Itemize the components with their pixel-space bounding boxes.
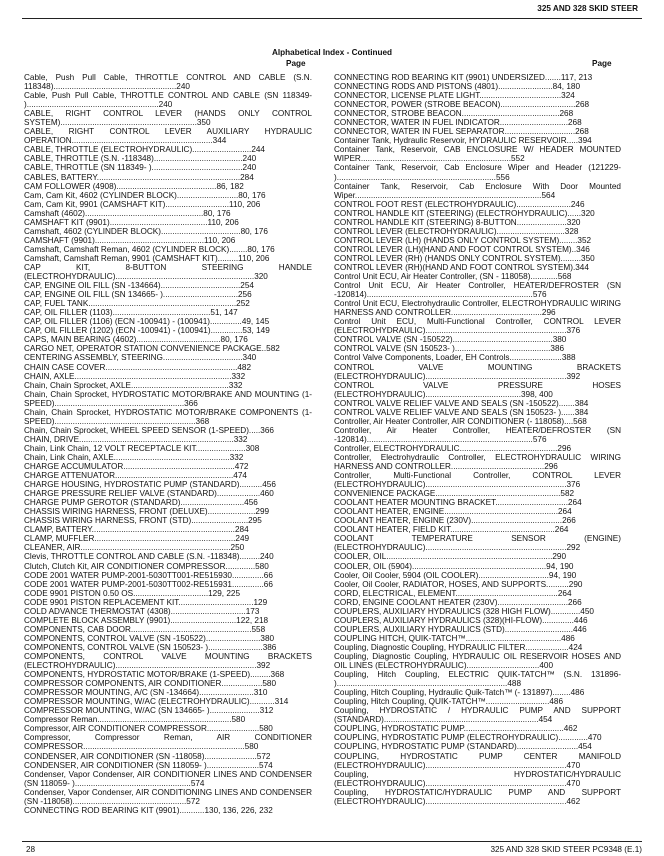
index-entry: COOLANT HEATER, ENGINE (230V)........................................266 [334, 516, 576, 526]
index-entry: COUPLING, HYDROSTATIC PUMP (ELECTROHYDRAULIC).............470 [334, 733, 602, 743]
index-entry: CENTERING ASSEMBLY, STEERING...................................340 [24, 353, 257, 363]
index-entry: COUPLING HITCH, QUIK-TATCH™..........................................486 [334, 633, 575, 643]
index-entry: COMPRESSOR MOUNTING, A/C (SN -134664)........................310 [24, 688, 268, 698]
index-entry: CONTROL VALVE MOUNTING BRACKETS (ELECTROHYDRAULIC)..............................................................392 [334, 362, 621, 381]
index-entry: Coupling, HYDROSTATIC/HYDRAULIC PUMP AND SUPPORT (ELECTROHYDRAULIC)..............................................................462 [334, 787, 621, 806]
index-entry: CLEANER, AIR..................................................................250 [24, 543, 245, 553]
index-entry: Controller, Air Heater Controller, HEATER/DEFROSTER (SN -120814).........................................................................576 [334, 425, 621, 444]
index-entry: COLD ADVANCE THERMOSTAT (4308).................................173 [24, 606, 260, 616]
index-entry: CABLES, BATTERY...............................................................284 [24, 172, 254, 182]
index-entry: Coupling, HYDROSTATIC/HYDRAULIC (ELECTROHYDRAULIC)..............................................................470 [334, 769, 621, 788]
index-entry: Coupling, Hitch Coupling, Hydraulic Quik-Tatch™ (- 131897)........486 [334, 688, 585, 698]
index-entry: CODE 2001 WATER PUMP-2001-5030TT001-RE515930..............66 [24, 570, 273, 580]
index-entry: CAMSHAFT KIT (9901)...........................................110, 206 [24, 217, 239, 227]
index-entry: Clevis, THROTTLE CONTROL AND CABLE (S.N. -118348).........240 [24, 552, 274, 562]
index-entry: CONNECTOR, LICENSE PLATE LIGHT....................................324 [334, 91, 575, 101]
index-entry: Compressor, AIR CONDITIONER COMPRESSOR.......................580 [24, 724, 273, 734]
index-entry: COMPONENTS, CONTROL VALVE (SN -150522)........................380 [24, 633, 275, 643]
index-entry: COUPLERS, AUXILIARY HYDRAULICS (STD)..............................446 [334, 624, 587, 634]
index-entry: COUPLERS, AUXILIARY HYDRAULICS (328 HIGH FLOW).............450 [334, 606, 594, 616]
index-entry: Chain, Chain Sprocket, WHEEL SPEED SENSOR (1-SPEED).....366 [24, 425, 274, 435]
index-entry: CONNECTOR, STROBE BEACON...........................................268 [334, 109, 574, 119]
index-entry: COMPONENTS, CAB DOOR.....................................................558 [24, 624, 266, 634]
index-entry: CONTROL LEVER (ELECTROHYDRAULIC)..............................328 [334, 226, 579, 236]
index-entry: Controller, Multi-Functional Controller, CONTROL LEVER (ELECTROHYDRAULIC)..............................................................376 [334, 471, 621, 490]
index-entry: COMPRESSOR COMPONENTS, AIR CONDITIONER..................580 [24, 679, 277, 689]
index-entry: Camshaft (4602)....................................................80, 176 [24, 208, 231, 218]
index-entry: CONTROL LEVER (LH)(HAND AND FOOT CONTROL SYSTEM)..346 [334, 244, 590, 254]
index-entry: Container Tank, Reservoir, CAB ENCLOSURE W/ HEADER MOUNTED WIPER..................................................................552 [334, 145, 621, 164]
index-entry: CAP KIT, 8-BUTTON STEERING HANDLE (ELECTROHYDRAULIC).............................................................320 [24, 262, 312, 282]
index-entry: CORD, ELECTRICAL, ELEMENT.............................................264 [334, 588, 572, 598]
index-entry: CAP, OIL FILLER (1202) (ECN -100941) - (100941)..............53, 149 [24, 326, 270, 336]
index-entry: Cam, Cam Kit, 9901 (CAMSHAFT KIT)............................110, 206 [24, 199, 261, 209]
index-entry: Coupling, Hitch Coupling, QUIK-TATCH™............................486 [334, 697, 564, 707]
index-entry: CONNECTOR, WATER IN FUEL SEPARATOR...............................268 [334, 127, 589, 137]
index-entry: CHASSIS WIRING HARNESS, FRONT (STD).........................295 [24, 516, 262, 526]
index-entry: CONVENIENCE PACKAGE.......................................................582 [334, 489, 575, 499]
index-entry: CONNECTING ROD BEARING KIT (9901)...........130, 136, 226, 232 [24, 805, 273, 815]
index-entry: Container Tank, Reservoir, Cab Enclosure Wiper and Header (121229- )......................................................................556 [334, 163, 621, 182]
index-entry: CONTROL FOOT REST (ELECTROHYDRAULIC)........................246 [334, 199, 585, 209]
index-entry: CONNECTING RODS AND PISTONS (4801)........................84, 180 [334, 82, 580, 92]
index-entry: Control Unit ECU, Electrohydraulic Controller, ELECTROHYDRAULIC WIRING HARNESS AND CONTROLLER........................................296 [334, 299, 621, 318]
index-entry: CAMSHAFT (9901)................................................110, 206 [24, 235, 236, 245]
index-entry: Chain, Link Chain, 12 VOLT RECEPTACLE KIT......................308 [24, 443, 260, 453]
index-entry: CAP, OIL FILLER (1106) (ECN -100941) - (100941)..............49, 145 [24, 317, 270, 327]
index-entry: CAP, ENGINE OIL FILL (SN -134664)...................................254 [24, 281, 254, 291]
index-entry: CARGO NET, OPERATOR STATION CONVENIENCE PACKAGE..582 [24, 344, 280, 354]
index-entry: Controller, ELECTROHYDRAULIC...........................................296 [334, 443, 572, 453]
index-entry: CONDENSER, AIR CONDITIONER (SN 118059- ).......................574 [24, 760, 273, 770]
index-entry: Container Tank, Reservoir, Cab Enclosure With Door Mounted Wiper..................................................................................564 [334, 181, 621, 200]
index-entry: CLAMP, MUFFLER..............................................................249 [24, 534, 250, 544]
index-entry: CODE 9901 PISTON 0.50 OS.................................129, 225 [24, 588, 241, 598]
index-column-left [24, 73, 312, 815]
footer-doc-id: 325 AND 328 SKID STEER PC9348 (E.1) [490, 845, 642, 854]
page-column-label-right: Page [592, 59, 612, 68]
index-entry: COUPLERS, AUXILIARY HYDRAULICS (328)(HI-FLOW)..............446 [334, 615, 588, 625]
index-entry: CHAIN CASE COVER..........................................................482 [24, 362, 252, 372]
index-entry: Controller, Electrohydraulic Controller, ELECTROHYDRAULIC WIRING HARNESS AND CONTROLLER.........................................296 [334, 452, 621, 472]
index-entry: CONTROL VALVE PRESSURE HOSES (ELECTROHYDRAULIC)..........................................398, 400 [334, 380, 621, 399]
index-entry: Condenser, Vapor Condenser, AIR CONDITIONER LINES AND CONDENSER (SN 118059- )...................................................574 [24, 769, 312, 788]
index-entry: CHARGE HOUSING, HYDROSTATIC PUMP (STANDARD)..........456 [24, 480, 276, 490]
index-column-right [334, 73, 621, 806]
index-entry: CORD, ENGINE COOLANT HEATER (230V)...............................266 [334, 597, 582, 607]
index-entry: COOLANT TEMPERATURE SENSOR (ENGINE) (ELECTROHYDRAULIC)..............................................................292 [334, 534, 621, 553]
index-entry: COOLANT HEATER, FIELD KIT..............................................264 [334, 525, 569, 535]
index-entry: Controller, Air Heater Controller, AIR CONDITIONER (- 118058)....568 [334, 416, 587, 426]
index-entry: CONTROL LEVER (LH) (HANDS ONLY CONTROL SYSTEM)........352 [334, 235, 592, 245]
index-entry: CHARGE ATTENUATOR....................................................474 [24, 471, 247, 481]
index-entry: Compressor Reman...........................................................580 [24, 715, 246, 725]
index-entry: CAP, OIL FILLER (1103)...........................................51, 147 [24, 308, 238, 318]
index-entry: COMPLETE BLOCK ASSEMBLY (9901).............................122, 218 [24, 615, 269, 625]
index-entry: CHAIN, DRIVE....................................................................332 [24, 434, 248, 444]
index-entry: CODE 2001 WATER PUMP-2001-5030TT002-RE515931..............66 [24, 579, 273, 589]
index-entry: CONTROL VALVE (SN -150522)............................................380 [334, 335, 567, 345]
index-entry: CHARGE PUMP GEROTOR (STANDARD)............................456 [24, 498, 258, 508]
index-entry: CABLE, RIGHT CONTROL LEVER (HANDS ONLY CONTROL SYSTEM)............................................................350 [24, 109, 312, 128]
index-entry: CONTROL VALVE RELIEF VALVE AND SEALS (SN -150522).......384 [334, 398, 589, 408]
index-entry: Cooler, Oil Cooler, RADIATOR, HOSES, AND SUPPORTS..........290 [334, 579, 583, 589]
index-entry: CONNECTOR, POWER (STROBE BEACON).................................268 [334, 100, 590, 110]
index-entry: Control Valve Components, Loader, EH Controls.......................388 [334, 353, 576, 363]
index-entry: CONTROL LEVER (RH)(HAND AND FOOT CONTROL SYSTEM).344 [334, 262, 589, 272]
index-entry: COOLER, OIL.........................................................................290 [334, 552, 567, 562]
header-rule [22, 18, 642, 19]
index-entry: CONNECTING ROD BEARING KIT (9901) UNDERSIZED.......117, 213 [334, 73, 593, 82]
header-title: 325 AND 328 SKID STEER [537, 4, 638, 13]
index-entry: Camshaft, Camshaft Reman, 9901 (CAMSHAFT KIT).........110, 206 [24, 253, 270, 263]
index-entry: CONTROL HANDLE KIT (STEERING) (ELECTROHYDRAULIC)......320 [334, 208, 595, 218]
index-entry: CONTROL VALVE RELIEF VALVE AND SEALS (SN 150523- )......384 [334, 407, 589, 417]
index-entry: Compressor, Compressor Reman, AIR CONDITIONER COMPRESSOR.......................................................................580 [24, 733, 312, 752]
index-entry: Control Unit ECU, Air Heater Controller, HEATER/DEFROSTER (SN -120814).........................................................................576 [334, 281, 621, 300]
index-entry: Camshaft, Camshaft Reman, 4602 (CYLINDER BLOCK)........80, 176 [24, 244, 275, 254]
page-column-label-left: Page [286, 59, 306, 68]
index-entry: CABLE, RIGHT CONTROL LEVER AUXILIARY HYDRAULIC OPERATION..............................................................344 [24, 127, 312, 146]
index-entry: Coupling, Diagnostic Coupling, HYDRAULIC OIL RESERVOIR HOSES AND OIL LINES (ELECTROHYDRAULIC)................................400 [334, 652, 621, 671]
index-entry: Container Tank, Hydraulic Reservoir, HYDRAULIC RESERVOIR.....394 [334, 136, 592, 146]
index-entry: Control Unit ECU, Air Heater Controller, (SN - 118058)............568 [334, 272, 572, 282]
index-entry: Cam, Cam Kit, 4602 (CYLINDER BLOCK)...........................80, 176 [24, 190, 266, 200]
index-entry: CHARGE PRESSURE RELIEF VALVE (STANDARD)...................460 [24, 489, 274, 499]
index-entry: Cable, Push Pull Cable, THROTTLE CONTROL AND CABLE (SN 118349- )..........................................................240 [24, 91, 312, 110]
index-entry: CHASSIS WIRING HARNESS, FRONT (DELUXE).....................299 [24, 507, 270, 517]
index-entry: Coupling, HYDROSTATIC / HYDRAULIC PUMP AND SUPPORT (STANDARD)....................................................................454 [334, 706, 621, 725]
index-entry: CAP, FUEL TANK.................................................................252 [24, 299, 250, 309]
index-entry: CHARGE ACCUMULATOR.................................................472 [24, 462, 249, 472]
index-entry: COUPLING, HYDROSTATIC PUMP............................................462 [334, 724, 578, 734]
index-entry: COMPONENTS, CONTROL VALVE (SN 150523- )........................386 [24, 642, 277, 652]
index-entry: Chain, Chain Sprocket, AXLE...........................................332 [24, 380, 243, 390]
index-entry: CHAIN, AXLE.....................................................................332 [24, 371, 246, 381]
index-entry: CONDENSER, AIR CONDITIONER (SN -118058).......................572 [24, 751, 271, 761]
index-entry: Condenser, Vapor Condenser, AIR CONDITIONING LINES AND CONDENSER (SN -118058)..................................................572 [24, 787, 312, 806]
index-entry: CAP, ENGINE OIL FILL (SN 134665- ).................................256 [24, 290, 252, 300]
footer-page-number: 28 [26, 845, 36, 854]
index-entry: Chain, Chain Sprocket, HYDROSTATIC MOTOR/BRAKE AND MOUNTING (1-SPEED).........................................................366 [24, 389, 312, 408]
index-entry: COMPRESSOR MOUNTING, W/AC (ELECTROHYDRAULIC)...........314 [24, 697, 289, 707]
page-subtitle: Alphabetical Index - Continued [271, 48, 393, 57]
index-entry: COMPONENTS, CONTROL VALVE MOUNTING BRACKETS (ELECTROHYDRAULIC)..............................................................392 [24, 652, 312, 671]
index-entry: CONTROL HANDLE KIT (STEERING) 8-BUTTON......................320 [334, 217, 581, 227]
index-entry: Cooler, Oil Cooler, 5904 (OIL COOLER)...............................94, 190 [334, 570, 577, 580]
index-entry: CONTROL VALVE (SN 150523- )..........................................386 [334, 344, 565, 354]
index-entry: COMPRESSOR MOUNTING, W/AC (SN 134665- )......................312 [24, 706, 274, 716]
index-entry: CODE 9901 PISTON REPLACEMENT KIT.................................129 [24, 597, 268, 607]
index-entry: COMPONENTS, HYDROSTATIC MOTOR/BRAKE (1-SPEED).........368 [24, 670, 285, 680]
index-entry: Coupling, Hitch Coupling, ELECTRIC QUIK-TATCH™ (S.N. 131896- )...........................................................................488 [334, 670, 621, 689]
index-entry: Coupling, Diagnostic Coupling, HYDRAULIC FILTER...................424 [334, 642, 583, 652]
index-entry: Chain, Link Chain, AXLE...................................................332 [24, 452, 244, 462]
index-entry: CLAMP, BATTERY...............................................................284 [24, 525, 249, 535]
index-entry: CAM FOLLOWER (4908)............................................86, 182 [24, 181, 244, 191]
index-entry: COOLANT HEATER MOUNTING BRACKET................................264 [334, 498, 582, 508]
index-entry: CONNECTOR, WATER IN FUEL INDICATOR..............................268 [334, 118, 582, 128]
index-entry: Clutch, Clutch Kit, AIR CONDITIONER COMPRESSOR.............580 [24, 561, 269, 571]
index-entry: CAPS, MAIN BEARING (4602).....................................80, 176 [24, 335, 248, 345]
index-entry: COUPLING, HYDROSTATIC PUMP CENTER MANIFOLD (ELECTROHYDRAULIC)..............................................................470 [334, 751, 621, 770]
index-entry: COUPLING, HYDROSTATIC PUMP (STANDARD)...........................454 [334, 742, 592, 752]
index-entry: COOLER, OIL (5904)...........................................................94, 190 [334, 561, 574, 571]
index-entry: CABLE, THROTTLE (SN 118349- )........................................240 [24, 163, 257, 173]
index-entry: CONTROL LEVER (RH) (HANDS ONLY CONTROL SYSTEM).........350 [334, 253, 595, 263]
index-entry: Chain, Chain Sprocket, HYDROSTATIC MOTOR/BRAKE COMPONENTS (1-SPEED)..............................................................368 [24, 407, 312, 426]
index-entry: CABLE, THROTTLE (ELECTROHYDRAULIC)..........................244 [24, 145, 265, 155]
index-entry: Camshaft, 4602 (CYLINDER BLOCK)...................................80, 176 [24, 226, 268, 236]
index-entry: Control Unit ECU, Multi-Functional Controller, CONTROL LEVER (ELECTROHYDRAULIC)..............................................................376 [334, 317, 621, 336]
index-entry: Cable, Push Pull Cable, THROTTLE CONTROL AND CABLE (S.N. 118348)......................................................240 [24, 73, 312, 92]
index-entry: CABLE, THROTTLE (S.N. -118348).......................................240 [24, 154, 257, 164]
index-entry: COOLANT HEATER, ENGINE..................................................264 [334, 507, 572, 517]
footer-rule [22, 841, 642, 842]
